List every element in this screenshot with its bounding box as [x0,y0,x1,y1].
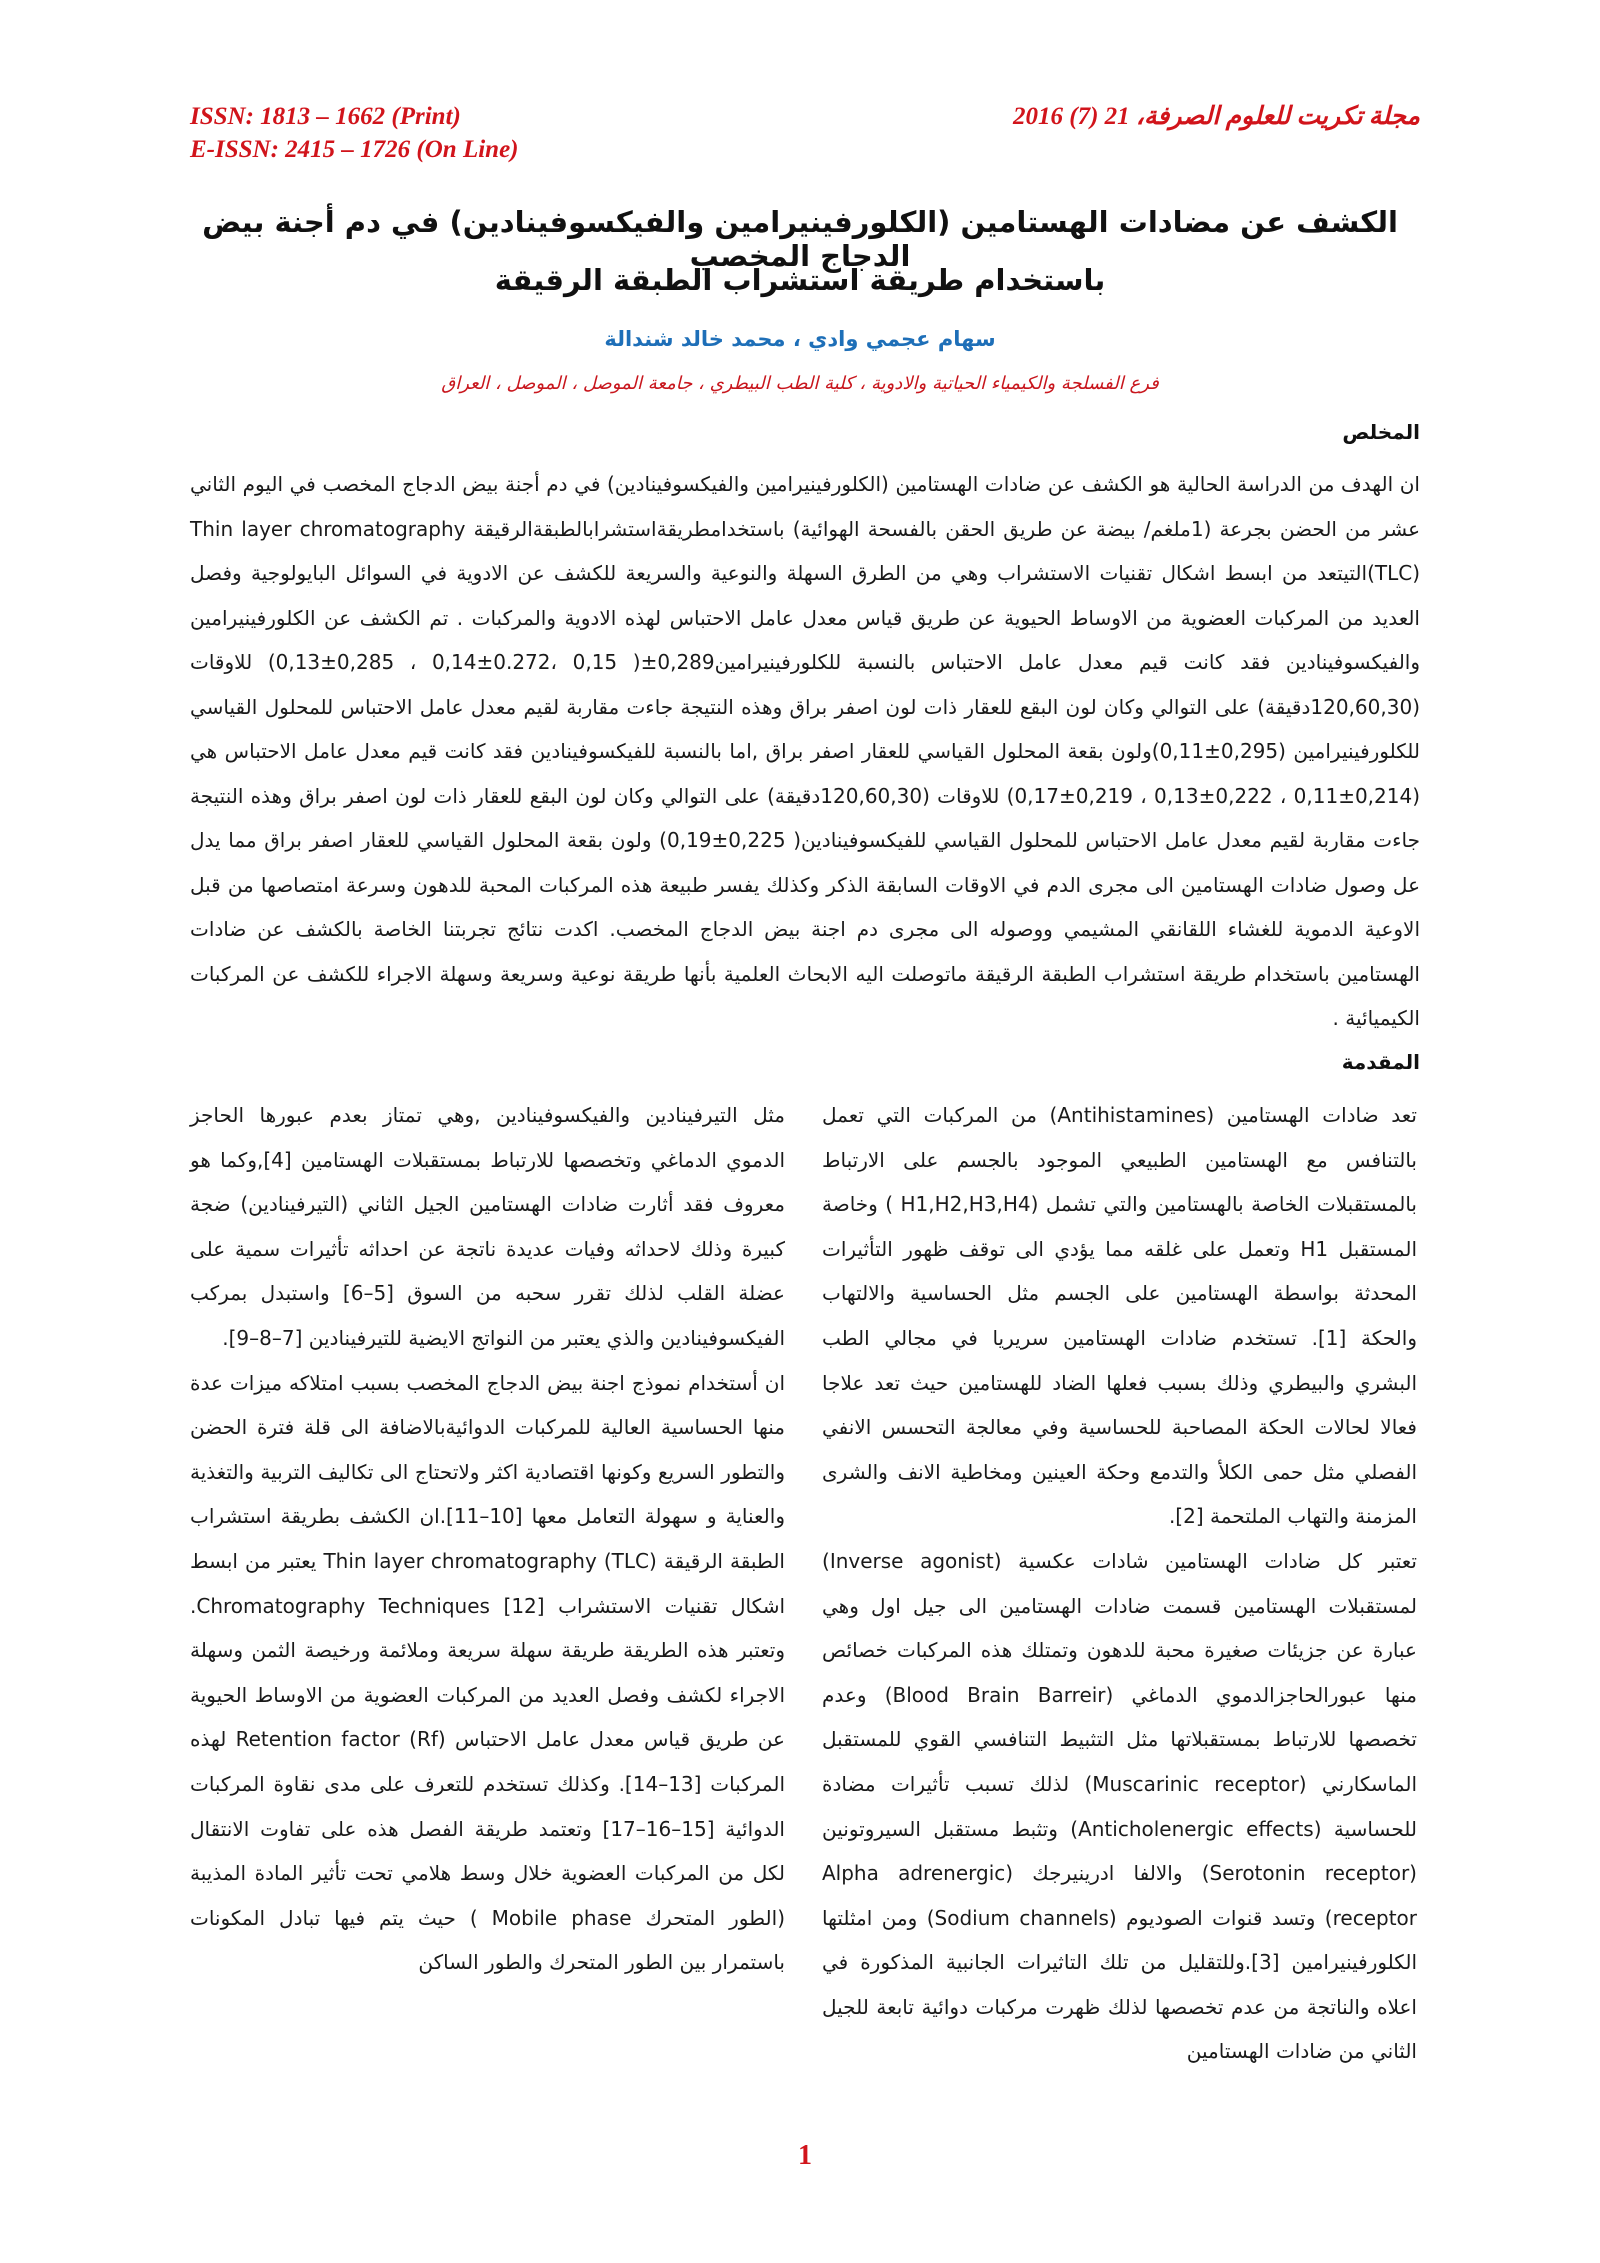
page-number: 1 [798,2140,812,2171]
paragraph: مثل التيرفينادين والفيكسوفينادين ,وهي تمتاز بعدم عبورها الحاجز الدموي الدماغي وتخصصها للارتباط بمستقبلات الهستامين [4],وكما هو معروف فقد أثارت ضادات الهستامين الجيل الثاني (التيرفينادين) ضجة كبيرة وذلك لاحداثه وفيات عديدة ناتجة عن احداثه تأثيرات سمية على عضلة القلب لذلك تقرر سحبه من السوق [5–6] واستبدل بمركب الفيكسوفينادين والذي يعتبر من النواتج الايضية للتيرفينادين [7–8–9]. [190,1103,786,1350]
paragraph: ان أستخدام نموذج اجنة بيض الدجاج المخصب بسبب امتلاكه ميزات عدة منها الحساسية العالية للمركبات الدوائيةبالاضافة الى قلة فترة الحضن والتطور السريع وكونها اقتصادية اكثر ولاتحتاج الى تكاليف التربية والتغذية والعناية و سهولة التعامل معها [10–11].ان الكشف بطريقة استشراب الطبقة الرقيقة Thin layer chromatography (TLC) يعتبر من ابسط اشكال تقنيات الاستشراب Chromatography Techniques [12]. وتعتبر هذه الطريقة طريقة سهلة سريعة وملائمة ورخيصة الثمن وسهلة الاجراء لكشف وفصل العديد من المركبات العضوية من الاوساط الحيوية عن طريق قياس معدل عامل الاحتباس Retention factor (Rf) لهذه المركبات [13–14]. وكذلك تستخدم للتعرف على مدى نقاوة المركبات الدوائية [15–16–17] وتعتمد طريقة الفصل هذه على تفاوت الانتقال لكل من المركبات العضوية خلال وسط هلامي تحت تأثير المادة المذيبة (الطور المتحرك Mobile phase ) حيث يتم فيها تبادل المكونات باستمرار بين الطور المتحرك والطور الساكن [190,1370,786,1975]
abstract-heading: المخلص [1342,420,1420,444]
issn-block [190,100,519,166]
journal-citation: مجلة تكريت للعلوم الصرفة، 21 (7) 2016 [1012,103,1420,130]
authors: سهام عجمي وادي ، محمد خالد شندالة [604,327,996,351]
introduction-left-column [190,1093,785,1985]
abstract-text: ان الهدف من الدراسة الحالية هو الكشف عن ضادات الهستامين (الكلورفينيرامين والفيكسوفينادين) في دم أجنة بيض الدجاج المخصب في اليوم الثاني عشر من الحضن بجرعة (1ملغم/ بيضة عن طريق الحقن بالفسحة الهوائية) باستخدامطريقةاستشرابالطبقةالرقيقة Thin layer chromatography (TLC)التيتعد من ابسط اشكال تقنيات الاستشراب وهي من الطرق السهلة والنوعية والسريعة للكشف عن الادوية في السوائل البايولوجية وفصل العديد من المركبات العضوية من الاوساط الحيوية عن طريق قياس معدل عامل الاحتباس لهذه الادوية والمركبات . تم الكشف عن الكلورفينيرامين والفيكسوفينادين فقد كانت قيم معدل عامل الاحتباس بالنسبة للكلورفينيرامين0,289±( 0,15 ،0.272±0,14 ، 0,285±0,13) للاوقات (120,60,30دقيقة) على التوالي وكان لون البقع للعقار ذات لون اصفر براق وهذه النتيجة جاءت مقاربة لقيم معدل عامل الاحتباس للمحلول القياسي للكلورفينيرامين (0,295±0,11)ولون بقعة المحلول القياسي للعقار اصفر براق ,اما بالنسبة للفيكسوفينادين فقد كانت قيم معدل عامل الاحتباس هي (0,214±0,11 ، 0,222±0,13 ، 0,219±0,17) للاوقات (120,60,30دقيقة) على التوالي وكان لون البقع للعقار ذات لون اصفر براق وهذه النتيجة جاءت مقاربة لقيم معدل عامل الاحتباس للمحلول القياسي للفيكسوفينادين( 0,225±0,19) ولون بقعة المحلول القياسي للعقار اصفر براق مما يدل عل وصول ضادات الهستامين الى مجرى الدم في الاوقات السابقة الذكر وكذلك يفسر طبيعة هذه المركبات المحبة للدهون وسرعة امتصاصها من قبل الاوعية الدموية للغشاء اللقانقي المشيمي ووصوله الى مجرى دم اجنة بيض الدجاج المخصب. اكدت نتائج تجربتنا الخاصة بالكشف عن ضادات الهستامين باستخدام طريقة استشراب الطبقة الرقيقة ماتوصلت اليه الابحاث العلمية بأنها طريقة نوعية وسريعة وسهلة الاجراء للكشف عن المركبات الكيميائية . [190,472,1421,1030]
issn-online: E-ISSN: 2415 – 1726 (On Line) [190,136,519,163]
paragraph: تعتبر كل ضادات الهستامين شادات عكسية (Inverse agonist) لمستقبلات الهستامين قسمت ضادات الهستامين الى جيل اول وهي عبارة عن جزيئات صغيرة محبة للدهون وتمتلك هذه المركبات خصائص منها عبورالحاجزالدموي الدماغي (Blood Brain Barreir) وعدم تخصصها للارتباط بمستقبلاتها مثل التثبيط التنافسي القوي للمستقبل الماسكارني (Muscarinic receptor) لذلك تسبب تأثيرات مضادة للحساسية (Anticholenergic effects) وتثبط مستقبل السيروتونين (Serotonin receptor) والالفا ادرينيرجك (Alpha adrenergic receptor) وتسد قنوات الصوديوم (Sodium channels) ومن امثلتها الكلورفينيرامين [3].وللتقليل من تلك التاثيرات الجانبية المذكورة في اعلاه والناتجة من عدم تخصصها لذلك ظهرت مركبات دوائية تابعة للجيل الثاني من ضادات الهستامين [822,1548,1418,2064]
paragraph: تعد ضادات الهستامين (Antihistamines) من المركبات التي تعمل بالتنافس مع الهستامين الطبيعي الموجود بالجسم على الارتباط بالمستقبلات الخاصة بالهستامين والتي تشمل (H1,H2,H3,H4 ) وخاصة المستقبل H1 وتعمل على غلقه مما يؤدي الى توقف ظهور التأثيرات المحدثة بواسطة الهستامين على الجسم مثل الحساسية والالتهاب والحكة [1]. تستخدم ضادات الهستامين سريريا في مجالي الطب البشري والبيطري وذلك بسبب فعلها الضاد للهستامين حيث تعد علاجا فعالا لحالات الحكة المصاحبة للحساسية وفي معالجة التحسس الانفي الفصلي مثل حمى الكلأ والتدمع وحكة العينين ومخاطية الانف والشرى المزمنة والتهاب الملتحمة [2]. [822,1103,1418,1529]
affiliation: فرع الفسلجة والكيمياء الحياتية والادوية ، كلية الطب البيطري ، جامعة الموصل ، الموصل ، العراق [441,373,1159,394]
paper-title-line-1: الكشف عن مضادات الهستامين (الكلورفينيرامين والفيكسوفينادين) في دم أجنة بيض الدجاج المخصب [202,205,1398,273]
introduction-right-column [822,1093,1417,2074]
issn-print: ISSN: 1813 – 1662 (Print) [190,103,461,130]
paper-title-line-2: باستخدام طريقة استشراب الطبقة الرقيقة [494,263,1106,297]
introduction-heading: المقدمة [1341,1050,1420,1074]
